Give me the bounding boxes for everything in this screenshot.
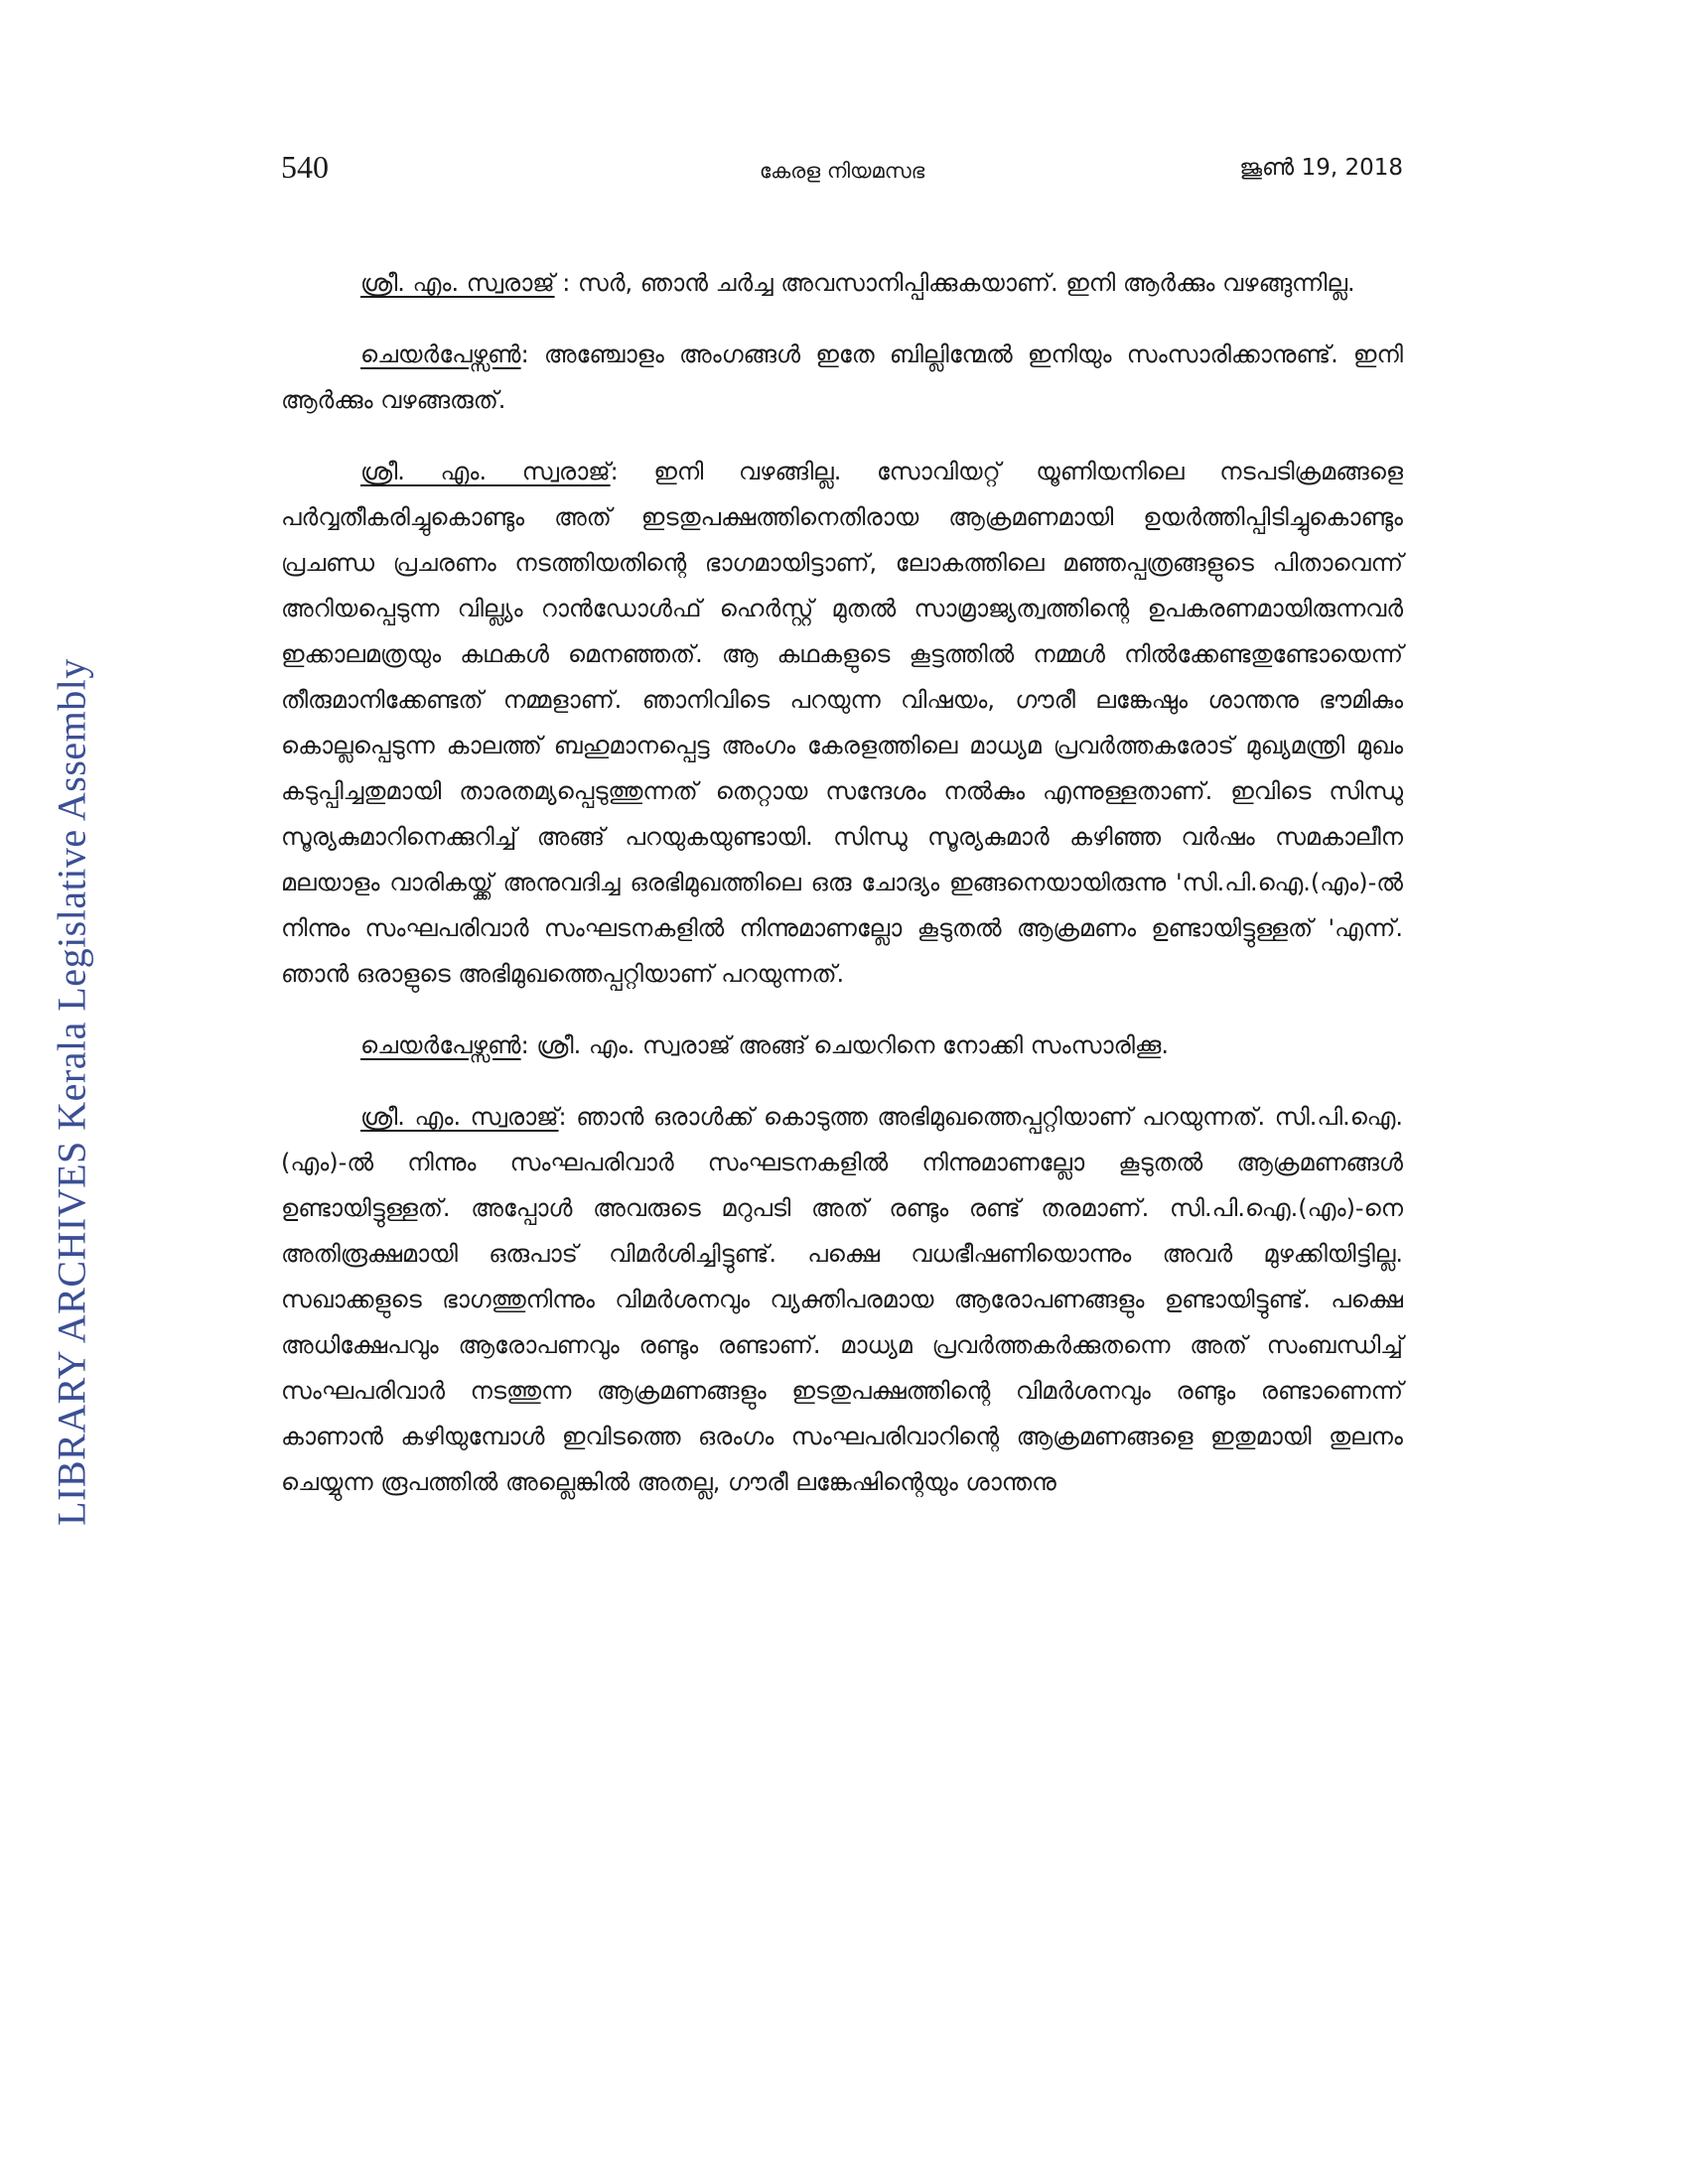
paragraph <box>281 332 1403 423</box>
paragraph <box>281 449 1403 997</box>
page-number: 540 <box>281 149 329 185</box>
proceedings-text <box>281 260 1403 1531</box>
speaker-name: ശ്രീ. എം. സ്വരാജ് <box>360 458 611 485</box>
paragraph <box>281 260 1403 306</box>
speech-text: : അഞ്ചോളം അംഗങ്ങൾ ഇതേ ബില്ലിന്മേൽ ഇനിയും സംസാരിക്കാനുണ്ട്. ഇനി ആർക്കും വഴങ്ങരുത്. <box>281 341 1403 414</box>
speech-text: : സർ, ഞാൻ ചർച്ച അവസാനിപ്പിക്കുകയാണ്. ഇനി ആർക്കും വഴങ്ങുന്നില്ല. <box>554 269 1355 297</box>
running-title: കേരള നിയമസഭ <box>759 159 925 183</box>
speech-text: : ഇനി വഴങ്ങില്ല. സോവിയറ്റ് യൂണിയനിലെ നടപടിക്രമങ്ങളെ പർവ്വതീകരിച്ചുകൊണ്ടും അത് ഇടതുപക്ഷത്തിനെതിരായ ആക്രമണമായി ഉയർത്തിപ്പിടിച്ചുകൊണ്ടും പ്രചണ്ഡ പ്രചരണം നടത്തിയതിന്റെ ഭാഗമായിട്ടാണ്, ലോകത്തിലെ മഞ്ഞപ്പത്രങ്ങളുടെ പിതാവെന്ന് അറിയപ്പെടുന്ന വില്ല്യം റാൻഡോൾഫ് ഹെർസ്റ്റ് മുതൽ സാമ്രാജ്യത്വത്തിന്റെ ഉപകരണമായിരുന്നവർ ഇക്കാലമത്രയും കഥകൾ മെനഞ്ഞത്. ആ കഥകളുടെ കൂട്ടത്തിൽ നമ്മൾ നിൽക്കേണ്ടതുണ്ടോയെന്ന് തീരുമാനിക്കേണ്ടത് നമ്മളാണ്. ഞാനിവിടെ പറയുന്ന വിഷയം, ഗൗരീ ലങ്കേഷും ശാന്തനു ഭൗമികും കൊല്ലപ്പെടുന്ന കാലത്ത് ബഹുമാനപ്പെട്ട അംഗം കേരളത്തിലെ മാധ്യമ പ്രവർത്തകരോട് മുഖ്യമന്ത്രി മുഖം കടുപ്പിച്ചതുമായി താരതമ്യപ്പെടുത്തുന്നത് തെറ്റായ സന്ദേശം നൽകും എന്നുള്ളതാണ്. ഇവിടെ സിന്ധു സൂര്യകുമാറിനെക്കുറിച്ച് അങ്ങ് പറയുകയുണ്ടായി. സിന്ധു സൂര്യകുമാർ കഴിഞ്ഞ വർഷം സമകാലീന മലയാളം വാരികയ്ക്ക് അനുവദിച്ച ഒരഭിമുഖത്തിലെ ഒരു ചോദ്യം ഇങ്ങനെയായിരുന്നു 'സി.പി.ഐ.(എം)-ൽ നിന്നും സംഘപരിവാർ സംഘടനകളിൽ നിന്നുമാണല്ലോ കൂടുതൽ ആക്രമണം ഉണ്ടായിട്ടുള്ളത് 'എന്ന്. ഞാൻ ഒരാളുടെ അഭിമുഖത്തെപ്പറ്റിയാണ് പറയുന്നത്. <box>281 458 1404 988</box>
speaker-name: ചെയർപേഴ്സൺ <box>360 1031 521 1059</box>
speech-text: : ഞാൻ ഒരാൾക്ക് കൊടുത്ത അഭിമുഖത്തെപ്പറ്റിയാണ് പറയുന്നത്. സി.പി.ഐ.(എം)-ൽ നിന്നും സംഘപരിവാർ സംഘടനകളിൽ നിന്നുമാണല്ലോ കൂടുതൽ ആക്രമണങ്ങൾ ഉണ്ടായിട്ടുള്ളത്. അപ്പോൾ അവരുടെ മറുപടി അത് രണ്ടും രണ്ട് തരമാണ്. സി.പി.ഐ.(എം)-നെ അതിരൂക്ഷമായി ഒരുപാട് വിമർശിച്ചിട്ടുണ്ട്. പക്ഷെ വധഭീഷണിയൊന്നും അവർ മുഴക്കിയിട്ടില്ല. സഖാക്കളുടെ ഭാഗത്തുനിന്നും വിമർശനവും വ്യക്തിപരമായ ആരോപണങ്ങളും ഉണ്ടായിട്ടുണ്ട്. പക്ഷെ അധിക്ഷേപവും ആരോപണവും രണ്ടും രണ്ടാണ്. മാധ്യമ പ്രവർത്തകർക്കുതന്നെ അത് സംബന്ധിച്ച് സംഘപരിവാർ നടത്തുന്ന ആക്രമണങ്ങളും ഇടതുപക്ഷത്തിന്റെ വിമർശനവും രണ്ടും രണ്ടാണെന്ന് കാണാൻ കഴിയുമ്പോൾ ഇവിടത്തെ ഒരംഗം സംഘപരിവാറിന്റെ ആക്രമണങ്ങളെ ഇതുമായി തുലനം ചെയ്യുന്ന രൂപത്തിൽ അല്ലെങ്കിൽ അതല്ല, ഗൗരീ ലങ്കേഷിന്റെയും ശാന്തനു <box>281 1103 1403 1496</box>
speaker-name: ചെയർപേഴ്സൺ <box>360 341 521 368</box>
paragraph <box>281 1023 1403 1068</box>
speech-text: : ശ്രീ. എം. സ്വരാജ് അങ്ങ് ചെയറിനെ നോക്കി സംസാരിക്കൂ. <box>520 1031 1170 1059</box>
speaker-name: ശ്രീ. എം. സ്വരാജ് <box>360 269 555 297</box>
page-header <box>281 149 1403 193</box>
archive-watermark: LIBRARY ARCHIVES Kerala Legislative Assembly <box>49 658 94 1526</box>
speaker-name: ശ്രീ. എം. സ്വരാജ് <box>360 1103 559 1131</box>
header-date: ജൂൺ 19, 2018 <box>1239 155 1403 181</box>
paragraph <box>281 1094 1403 1505</box>
